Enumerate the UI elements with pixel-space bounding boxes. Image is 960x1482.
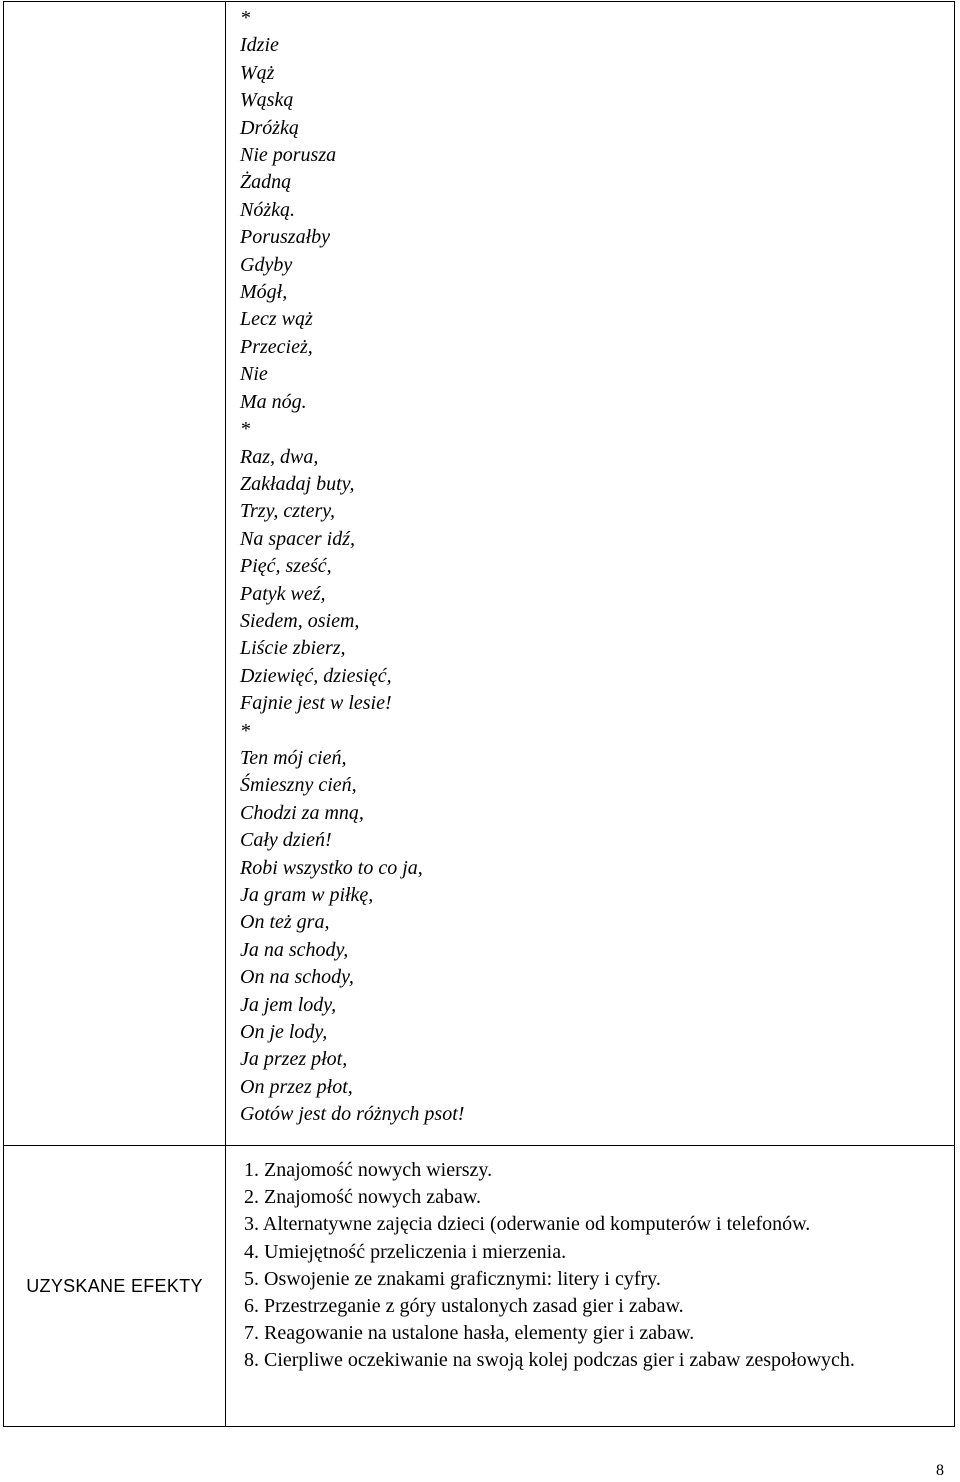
- effects-label: UZYSKANE EFEKTY: [26, 1275, 203, 1296]
- poem-line: Trzy, cztery,: [240, 500, 336, 523]
- poem-line: Chodzi za mną,: [240, 801, 364, 824]
- poem-line: *: [240, 719, 250, 742]
- poem-line: Żadną: [240, 171, 292, 194]
- poem-line: Przecież,: [240, 335, 313, 358]
- poem-line: Poruszałby: [240, 226, 330, 249]
- effects-list: [244, 1157, 944, 1375]
- poem-line: Mógł,: [240, 281, 288, 304]
- poem-line: On je lody,: [240, 1021, 328, 1044]
- poem-line: Fajnie jest w lesie!: [240, 692, 392, 715]
- poem-line: Ten mój cień,: [240, 746, 347, 769]
- effect-item: 7. Reagowanie na ustalone hasła, elementy gier i zabaw.: [244, 1322, 695, 1345]
- poem-line: Siedem, osiem,: [240, 609, 360, 632]
- poem-line: *: [240, 418, 250, 441]
- poem-line: Wąską: [240, 89, 294, 112]
- poem-line: Nie porusza: [240, 144, 337, 167]
- poem-line: Patyk weź,: [240, 582, 326, 605]
- poem-line: Dróżką: [240, 116, 299, 139]
- effect-item: 5. Oswojenie ze znakami graficznymi: litery i cyfry.: [244, 1267, 661, 1290]
- poem-line: Cały dzień!: [240, 829, 332, 852]
- poem-line: Raz, dwa,: [240, 445, 319, 468]
- effect-item: 3. Alternatywne zajęcia dzieci (oderwanie od komputerów i telefonów.: [244, 1213, 811, 1236]
- poem-line: Liście zbierz,: [240, 637, 346, 660]
- poem-line: Idzie: [240, 34, 279, 57]
- poem-line: Wąż: [240, 61, 275, 84]
- poem-line: On też gra,: [240, 911, 330, 934]
- poem-line: Ja gram w piłkę,: [240, 884, 374, 906]
- poems-block: [240, 5, 940, 1129]
- poem-line: Na spacer idź,: [240, 527, 355, 550]
- poem-line: Gdyby: [240, 253, 293, 276]
- poem-line: Ja jem lody,: [240, 993, 337, 1016]
- column-divider: [225, 2, 226, 1426]
- effects-label-cell: [4, 1146, 225, 1426]
- poem-line: Ja na schody,: [240, 938, 349, 961]
- poem-line: Ma nóg.: [240, 390, 307, 413]
- effect-item: 6. Przestrzeganie z góry ustalonych zasad gier i zabaw.: [244, 1295, 684, 1318]
- page-number: 8: [936, 1462, 944, 1479]
- poem-line: Zakładaj buty,: [240, 472, 355, 495]
- effect-item: 2. Znajomość nowych zabaw.: [244, 1186, 481, 1209]
- poem-line: Nie: [240, 363, 268, 386]
- poem-line: Gotów jest do różnych psot!: [240, 1103, 465, 1126]
- poem-line: Śmieszny cień,: [240, 774, 357, 797]
- poem-line: Robi wszystko to co ja,: [240, 856, 423, 879]
- poem-line: *: [240, 7, 250, 29]
- poem-line: Pięć, sześć,: [240, 555, 332, 578]
- poem-line: On przez płot,: [240, 1075, 353, 1098]
- effect-item: 4. Umiejętność przeliczenia i mierzenia.: [244, 1240, 567, 1263]
- poem-line: Dziewięć, dziesięć,: [240, 664, 392, 687]
- document-table: [3, 1, 955, 1427]
- poem-line: Ja przez płot,: [240, 1048, 348, 1071]
- effect-item: 8. Cierpliwe oczekiwanie na swoją kolej podczas gier i zabaw zespołowych.: [244, 1349, 855, 1372]
- effect-item: 1. Znajomość nowych wierszy.: [244, 1159, 493, 1181]
- poem-line: On na schody,: [240, 966, 354, 989]
- poem-line: Nóżką.: [240, 198, 295, 221]
- poem-line: Lecz wąż: [240, 308, 313, 331]
